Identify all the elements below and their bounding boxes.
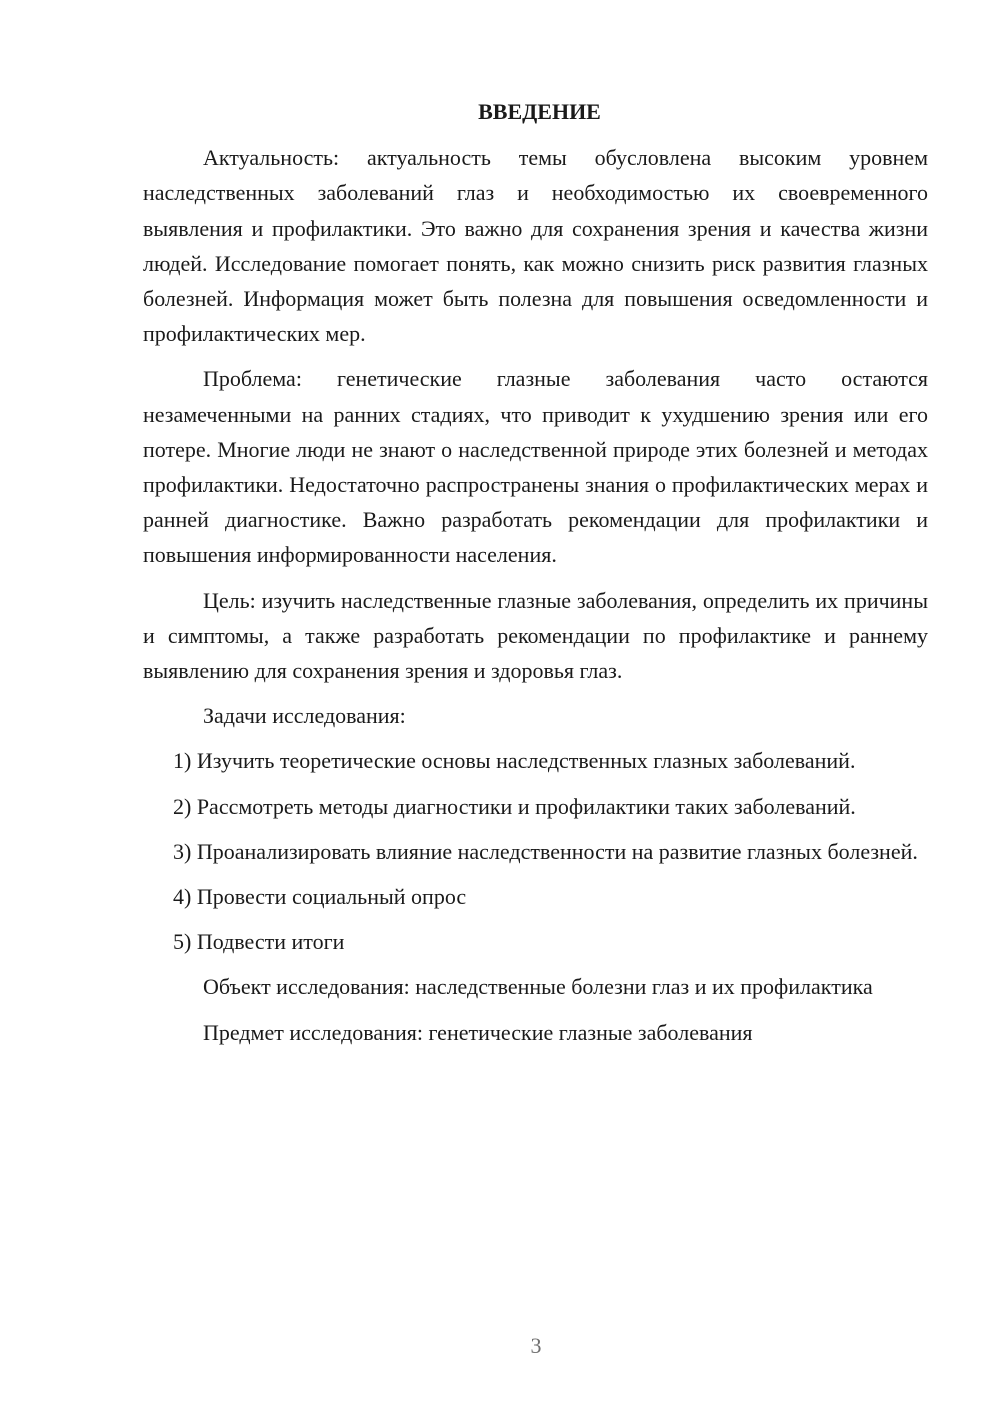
page-number: 3 [530, 1333, 542, 1358]
goal-paragraph: Цель: изучить наследственные глазные заболевания, определить их причины и симптомы, а также разработать рекомендации по профилактике и раннему выявлению для сохранения зрения и здоровья глаз. [143, 587, 928, 684]
object-paragraph: Объект исследования: наследственные болезни глаз и их профилактика [203, 974, 873, 1000]
problem-paragraph: Проблема: генетические глазные заболевания часто остаются незамеченными на ранних стадиях, что приводит к ухудшению зрения или его потере. Многие люди не знают о наследственной природе этих болезней и методах профилактики. Недостаточно распространены знания о профилактических мерах и ранней диагностике. Важно разработать рекомендации для профилактики и повышения информированности населения. [143, 366, 928, 568]
task-item-1: 1) Изучить теоретические основы наследственных глазных заболеваний. [173, 748, 856, 774]
section-heading: ВВЕДЕНИЕ [478, 99, 601, 124]
subject-paragraph: Предмет исследования: генетические глазные заболевания [203, 1019, 753, 1045]
task-item-4: 4) Провести социальный опрос [173, 884, 467, 910]
document-body [143, 94, 928, 1060]
task-item-5: 5) Подвести итоги [173, 929, 345, 955]
task-item-2: 2) Рассмотреть методы диагностики и профилактики таких заболеваний. [173, 793, 856, 819]
tasks-title: Задачи исследования: [203, 703, 406, 729]
task-item-3: 3) Проанализировать влияние наследственности на развитие глазных болезней. [173, 838, 918, 864]
relevance-paragraph: Актуальность: актуальность темы обусловлена высоким уровнем наследственных заболеваний глаз и необходимостью их своевременного выявления и профилактики. Это важно для сохранения зрения и качества жизни людей. Исследование помогает понять, как можно снизить риск развития глазных болезней. Информация может быть полезна для повышения осведомленности и профилактических мер. [143, 145, 928, 347]
